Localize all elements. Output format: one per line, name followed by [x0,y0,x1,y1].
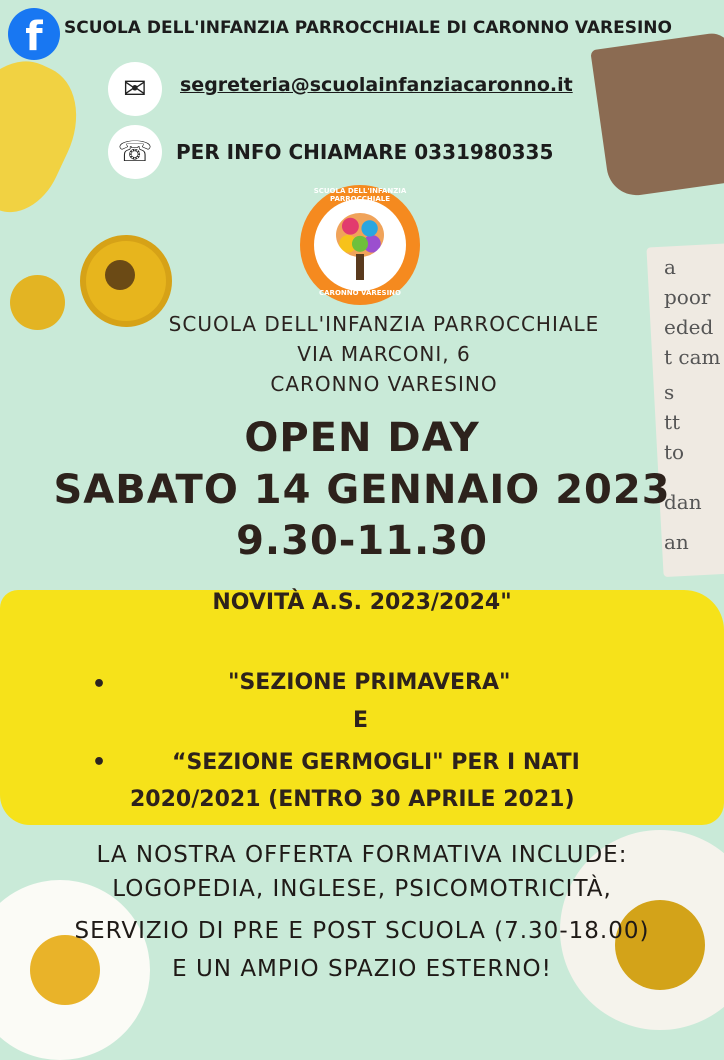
paper-word: s [664,380,675,404]
offer-line-1: LA NOSTRA OFFERTA FORMATIVA INCLUDE: [96,842,628,868]
logo-top-text: SCUOLA DELL'INFANZIA PARROCCHIALE [313,187,407,203]
school-name-header: SCUOLA DELL'INFANZIA PARROCCHIALE DI CARONNO VARESINO [64,18,672,38]
offer-line-3: SERVIZIO DI PRE E POST SCUOLA (7.30-18.00) [74,918,650,944]
news-item-germogli: “SEZIONE GERMOGLI" PER I NATI [172,750,580,775]
logo-bottom-text: CARONNO VARESINO [319,289,401,297]
offer-line-2: LOGOPEDIA, INGLESE, PSICOMOTRICITÀ, [112,876,612,902]
news-item-germogli-detail: 2020/2021 (ENTRO 30 APRILE 2021) [130,787,575,812]
event-title: OPEN DAY [244,415,480,461]
email-link[interactable]: segreteria@scuolainfanziacaronno.it [180,74,573,96]
offer-line-4: E UN AMPIO SPAZIO ESTERNO! [172,956,552,982]
event-time: 9.30-11.30 [236,518,488,564]
paper-word: dan [664,490,702,514]
paper-word: tt [664,410,681,434]
paper-word: poor [664,285,711,309]
torn-paper-brown [590,31,724,199]
yellow-flower-decoration [0,44,97,226]
tree-icon [336,213,384,257]
news-heading: NOVITÀ A.S. 2023/2024" [212,590,512,615]
whatsapp-phone-icon[interactable]: ☏ [108,125,162,179]
paper-word: an [664,530,689,554]
event-date: SABATO 14 GENNAIO 2023 [53,467,671,513]
address-line-3: CARONNO VARESINO [270,372,498,396]
tree-trunk [356,254,364,280]
paper-word: eded [664,315,714,339]
logo-inner [314,199,406,291]
paper-word: a [664,255,676,279]
address-line-1: SCUOLA DELL'INFANZIA PARROCCHIALE [168,312,600,336]
sunflower-center [105,260,135,290]
news-connector: E [353,708,369,733]
paper-word: to [664,440,685,464]
address-line-2: VIA MARCONI, 6 [297,342,471,366]
news-item-primavera: "SEZIONE PRIMAVERA" [228,670,511,695]
phone-info: PER INFO CHIAMARE 0331980335 [176,140,554,164]
facebook-icon[interactable]: f [8,8,60,60]
mail-at-icon[interactable]: ✉ [108,62,162,116]
paper-word: t cam [664,345,721,369]
bullet: • [92,750,107,775]
school-logo [300,185,420,305]
bullet: • [92,672,107,697]
